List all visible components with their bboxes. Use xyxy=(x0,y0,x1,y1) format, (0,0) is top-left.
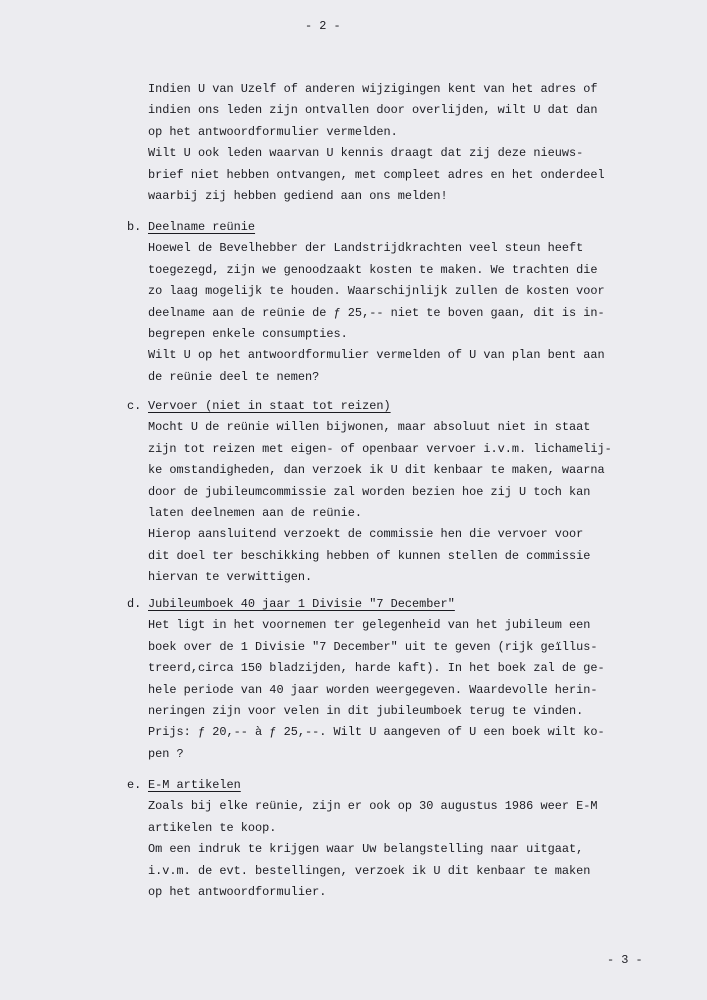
text-line: artikelen te koop. xyxy=(148,820,277,835)
text-line: treerd,circa 150 bladzijden, harde kaft). In het boek zal de ge- xyxy=(148,661,605,676)
text-line: begrepen enkele consumpties. xyxy=(148,326,348,341)
text-line: zo laag mogelijk te houden. Waarschijnlijk zullen de kosten voor xyxy=(148,284,605,299)
text-line: pen ? xyxy=(148,746,184,761)
section-b xyxy=(127,217,668,388)
section-d xyxy=(127,594,668,765)
text-line: boek over de 1 Divisie "7 December" uit te geven (rijk geïllus- xyxy=(148,639,598,654)
footer-page-number: - 3 - xyxy=(607,953,643,967)
text-line: brief niet hebben ontvangen, met compleet adres en het onderdeel xyxy=(148,167,605,182)
text-line: ke omstandigheden, dan verzoek ik U dit kenbaar te maken, waarna xyxy=(148,463,605,478)
text-line: op het antwoordformulier vermelden. xyxy=(148,124,398,139)
text-line: Zoals bij elke reünie, zijn er ook op 30 augustus 1986 weer E-M xyxy=(148,799,598,814)
text-line: Om een indruk te krijgen waar Uw belangstelling naar uitgaat, xyxy=(148,842,584,857)
text-line: indien ons leden zijn ontvallen door overlijden, wilt U dat dan xyxy=(148,103,598,118)
text-line: zijn tot reizen met eigen- of openbaar vervoer i.v.m. lichamelij- xyxy=(148,441,612,456)
text-line: op het antwoordformulier. xyxy=(148,884,327,899)
section-e xyxy=(127,775,668,903)
text-line: door de jubileumcommissie zal worden bezien hoe zij U toch kan xyxy=(148,484,591,499)
header-page-number: - 2 - xyxy=(305,19,341,33)
text-line: toegezegd, zijn we genoodzaakt kosten te maken. We trachten die xyxy=(148,262,598,277)
section-letter: b. xyxy=(127,220,142,234)
section-letter: c. xyxy=(127,399,142,413)
section-title: Vervoer (niet in staat tot reizen) xyxy=(148,399,391,413)
section-letter: e. xyxy=(127,778,142,792)
text-line: Het ligt in het voornemen ter gelegenheid van het jubileum een xyxy=(148,618,591,633)
text-line: de reünie deel te nemen? xyxy=(148,369,320,384)
text-line: i.v.m. de evt. bestellingen, verzoek ik U dit kenbaar te maken xyxy=(148,863,591,878)
text-line: neringen zijn voor velen in dit jubileumboek terug te vinden. xyxy=(148,703,584,718)
text-line: Wilt U op het antwoordformulier vermelden of U van plan bent aan xyxy=(148,348,605,363)
text-line: deelname aan de reünie de ƒ 25,-- niet te boven gaan, dit is in- xyxy=(148,305,605,320)
text-line: Hoewel de Bevelhebber der Landstrijdkrachten veel steun heeft xyxy=(148,241,584,256)
text-line: Wilt U ook leden waarvan U kennis draagt dat zij deze nieuws- xyxy=(148,146,584,161)
section-title: Jubileumboek 40 jaar 1 Divisie "7 December" xyxy=(148,597,455,611)
text-line: Prijs: ƒ 20,-- à ƒ 25,--. Wilt U aangeven of U een boek wilt ko- xyxy=(148,725,605,740)
text-line: laten deelnemen aan de reünie. xyxy=(148,505,363,520)
text-line: hiervan te verwittigen. xyxy=(148,570,313,585)
intro-paragraph xyxy=(148,79,668,207)
text-line: waarbij zij hebben gediend aan ons melden! xyxy=(148,188,448,203)
text-line: Indien U van Uzelf of anderen wijzigingen kent van het adres of xyxy=(148,82,598,96)
section-c xyxy=(127,396,668,589)
section-letter: d. xyxy=(127,597,142,611)
section-title: Deelname reünie xyxy=(148,220,256,234)
text-line: dit doel ter beschikking hebben of kunnen stellen de commissie xyxy=(148,548,591,563)
text-line: Mocht U de reünie willen bijwonen, maar absoluut niet in staat xyxy=(148,420,591,435)
section-title: E-M artikelen xyxy=(148,778,241,792)
text-line: hele periode van 40 jaar worden weergegeven. Waardevolle herin- xyxy=(148,682,598,697)
text-line: Hierop aansluitend verzoekt de commissie hen die vervoer voor xyxy=(148,527,584,542)
